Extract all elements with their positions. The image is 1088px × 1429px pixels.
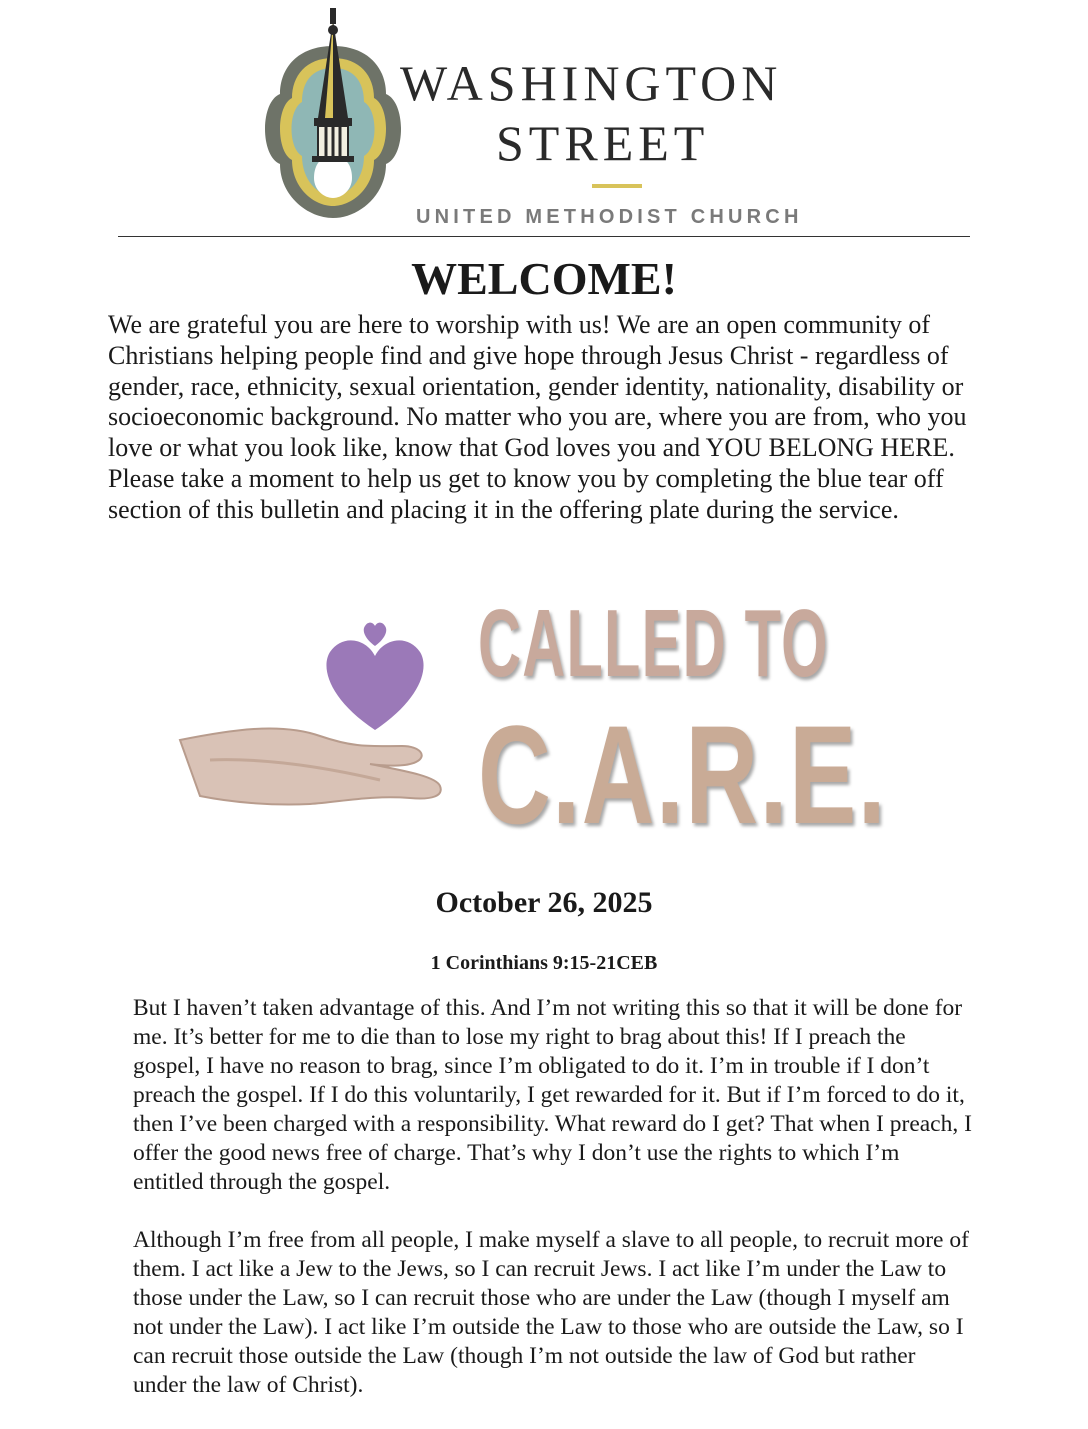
scripture-reference: 1 Corinthians 9:15-21CEB: [430, 952, 658, 974]
church-header: [0, 0, 1088, 240]
gold-divider: [592, 184, 642, 188]
church-name-line2: STREET: [496, 115, 710, 171]
steeple-logo-icon: [258, 6, 408, 224]
header-rule: [118, 236, 970, 237]
theme-title-line1: CALLED TO: [478, 590, 829, 697]
scripture-passage: [133, 994, 973, 1429]
welcome-paragraph: We are grateful you are here to worship with us! We are an open community of Christians helping people find and give hope through Jesus Christ - regardless of gender, race, ethnicity, sexual orientation, gender identity, nationality, disability or socioeconomic background. No matter who you are, where you are from, who you love or what you look like, know that God loves you and YOU BELONG HERE. Please take a moment to help us get to know you by completing the blue tear off section of this bulletin and placing it in the offering plate during the service.: [108, 310, 967, 524]
church-name: [400, 55, 840, 171]
scripture-paragraph: But I haven’t taken advantage of this. And I’m not writing this so that it will be done for me. It’s better for me to die than to lose my right to brag about this! If I preach the gospel, I have no reason to brag, since I’m obligated to do it. I’m in trouble if I don’t preach the gospel. If I do this voluntarily, I get rewarded for it. But if I’m forced to do it, then I’ve been charged with a responsibility. What reward do I get? That when I preach, I offer the good news free of charge. That’s why I don’t use the rights to which I’m entitled through the gospel.: [133, 995, 972, 1195]
denomination-label: UNITED METHODIST CHURCH: [416, 206, 803, 228]
theme-title-line2: C.A.R.E.: [478, 696, 888, 853]
scripture-paragraph: Although I’m free from all people, I make myself a slave to all people, to recruit more of them. I act like a Jew to the Jews, so I can recruit Jews. I act like I’m under the Law to those under the Law, so I can recruit those who are under the Law (though I myself am not under the Law). I act like I’m outside the Law to those who are outside the Law, so I can recruit those outside the Law (though I’m not outside the law of God but rather under the law of Christ).: [133, 1227, 969, 1398]
church-name-line1: WASHINGTON: [400, 55, 783, 111]
service-date: October 26, 2025: [435, 886, 653, 919]
welcome-title: WELCOME!: [411, 253, 677, 304]
